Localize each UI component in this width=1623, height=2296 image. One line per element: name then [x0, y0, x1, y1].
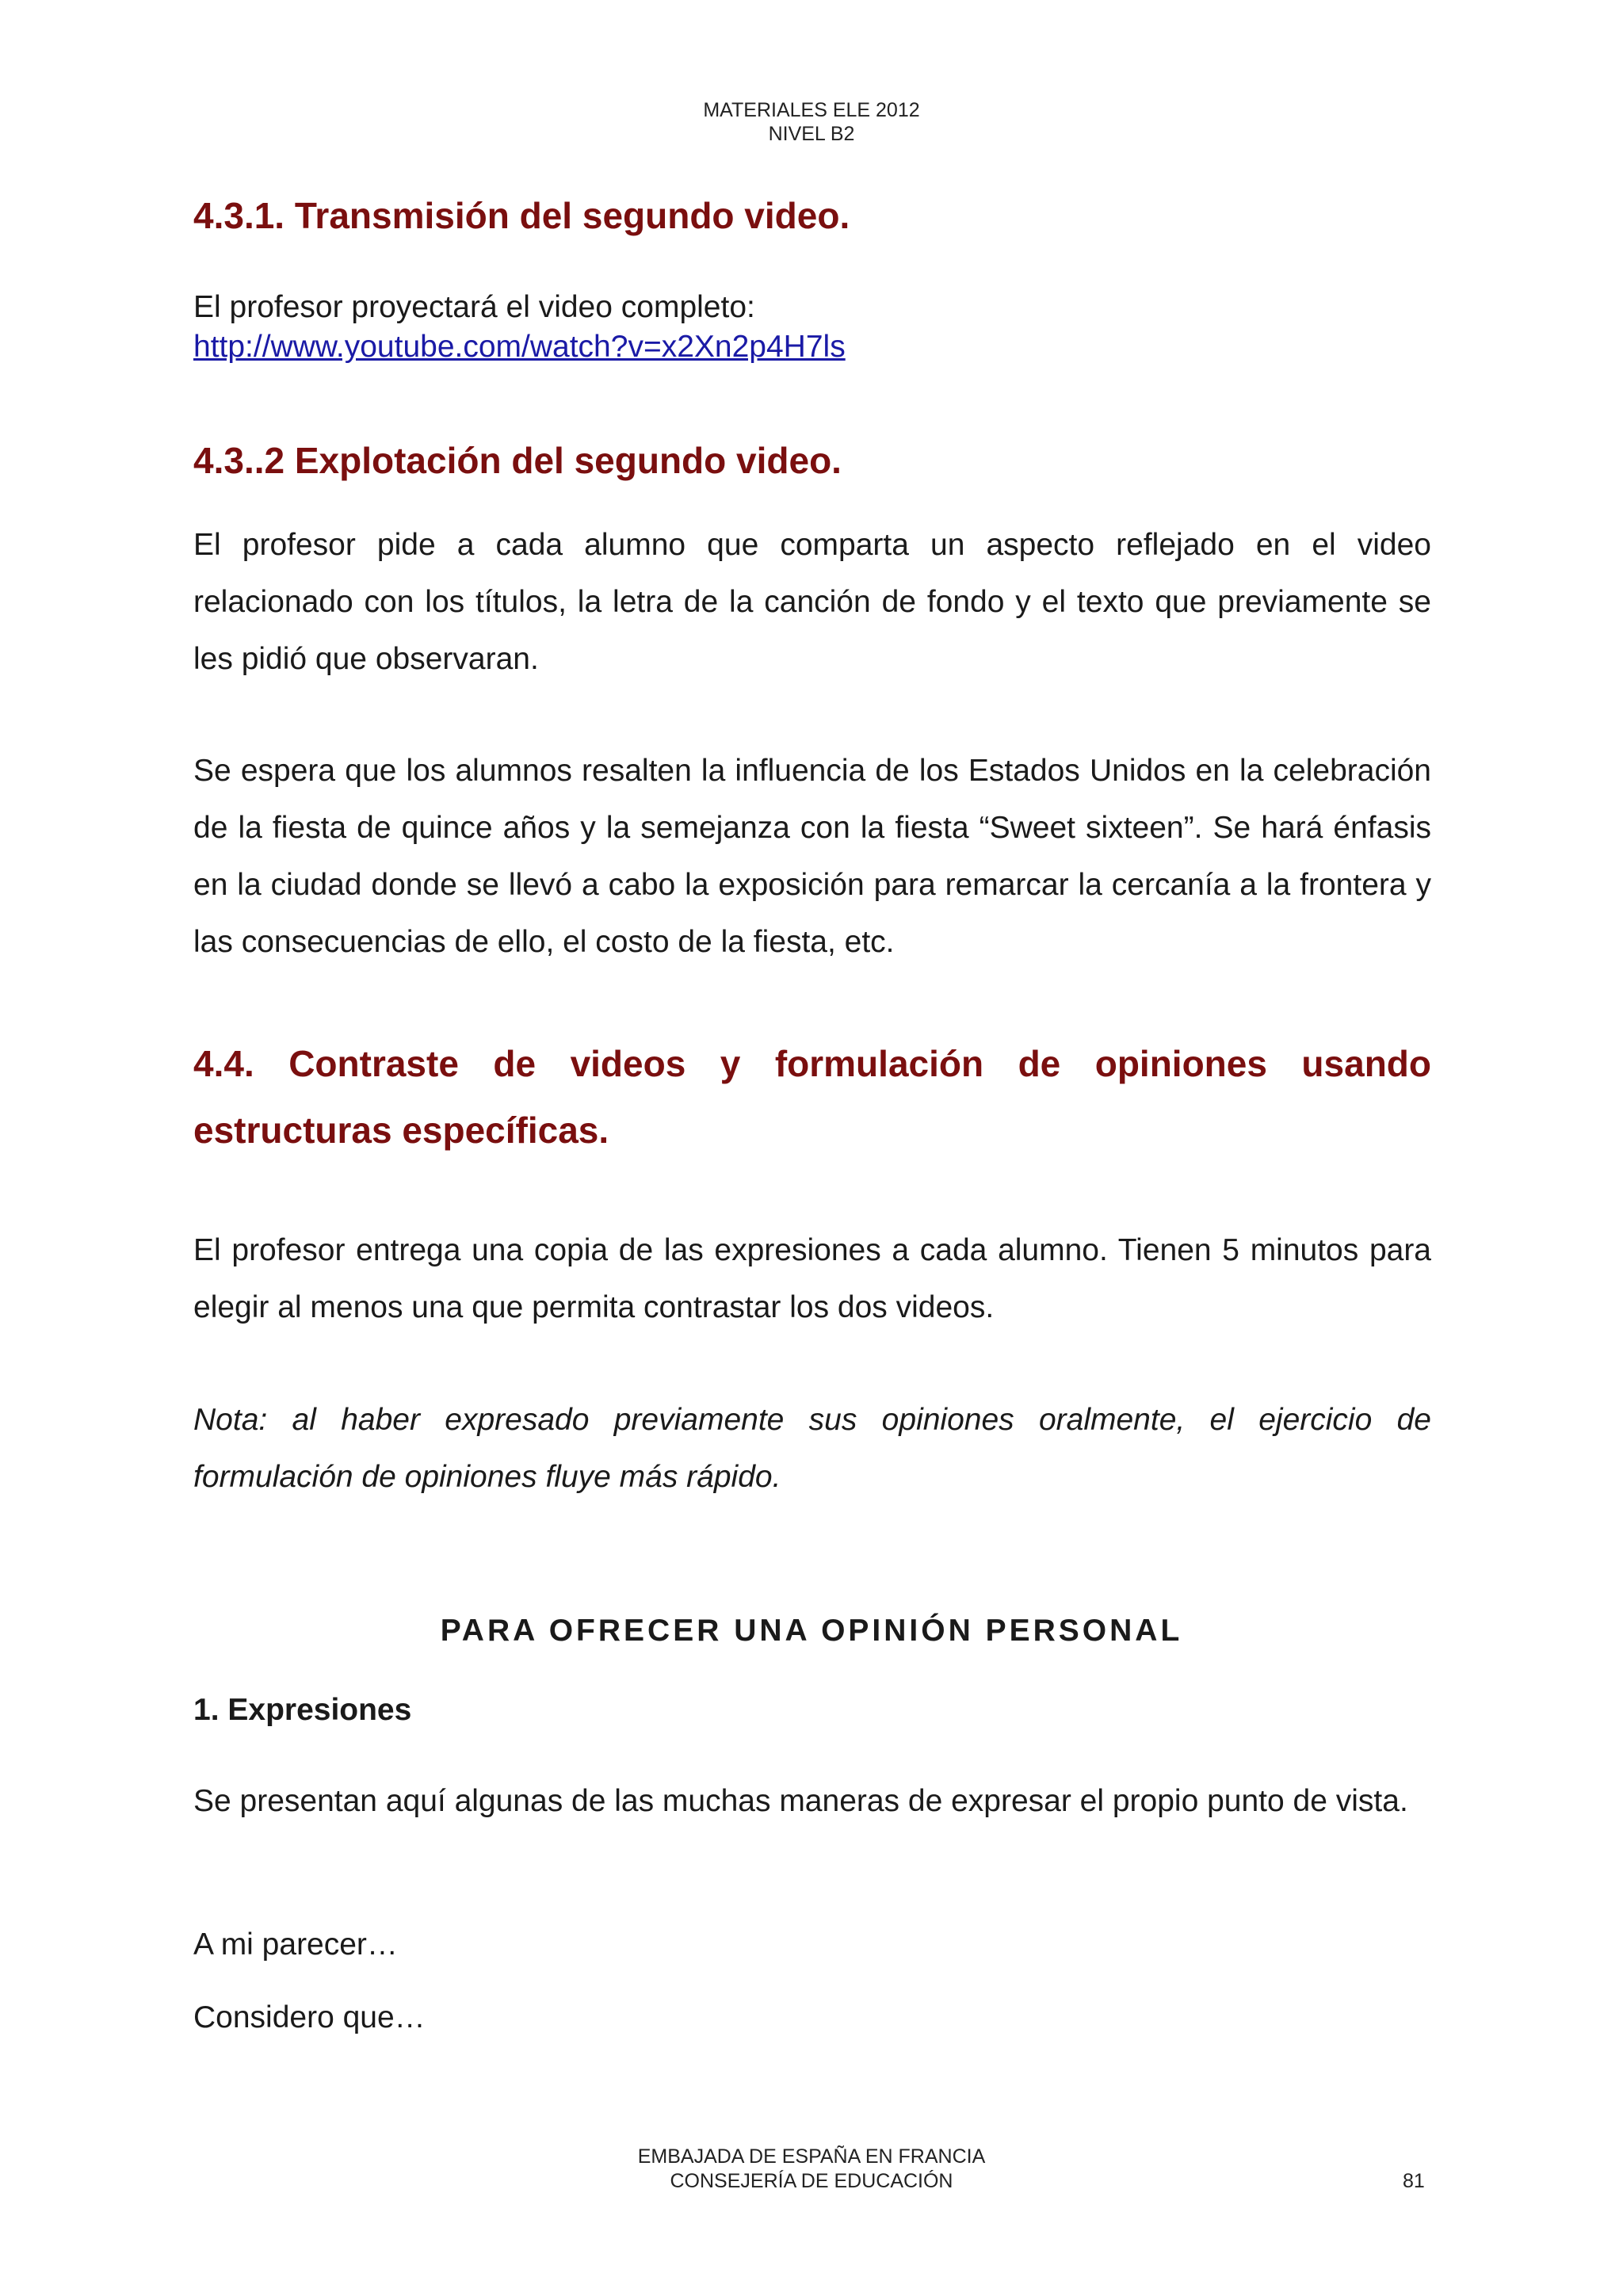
expression-list-2 [193, 1998, 1431, 2038]
page-header [0, 98, 1623, 146]
section-44-para-1: El profesor entrega una copia de las expresiones a cada alumno. Tienen 5 minutos para elegir al menos una que permita contrastar los dos videos. [193, 1233, 1431, 1324]
section-44-para-1-block [193, 1222, 1431, 1336]
section-432-para-1: El profesor pide a cada alumno que comparta un aspecto reflejado en el video relacionado con los títulos, la letra de la canción de fondo y el texto que previamente se les pidió que observaran. [193, 528, 1431, 676]
header-line-1: MATERIALES ELE 2012 [703, 99, 920, 121]
opinion-intro: Se presentan aquí algunas de las muchas maneras de expresar el propio punto de vista. [193, 1784, 1408, 1818]
section-432-para-2: Se espera que los alumnos resalten la influencia de los Estados Unidos en la celebración de la fiesta de quince años y la semejanza con la fiesta “Sweet sixteen”. Se hará énfasis en la ciudad donde se llevó a cabo la exposición para remarcar la cercanía a la frontera y las consecuencias de ello, el costo de la fiesta, etc. [193, 754, 1431, 959]
expression-item: A mi parecer… [193, 1927, 398, 1962]
opinion-intro-block [193, 1773, 1431, 1830]
page-number: 81 [1403, 2170, 1425, 2192]
section-432 [193, 438, 1431, 483]
section-432-title: 4.3..2 Explotación del segundo video. [193, 440, 842, 481]
section-431-intro: El profesor proyectará el video completo: [193, 290, 755, 324]
video-link[interactable]: http://www.youtube.com/watch?v=x2Xn2p4H7ls [193, 330, 846, 364]
header-line-2: NIVEL B2 [768, 123, 855, 145]
page-footer [0, 2145, 1623, 2194]
footer-line-1: EMBAJADA DE ESPAÑA EN FRANCIA [637, 2145, 986, 2168]
section-44-note-block [193, 1392, 1431, 1506]
expression-list [193, 1925, 1431, 1965]
expression-item: Considero que… [193, 2000, 426, 2034]
footer-line-2: CONSEJERÍA DE EDUCACIÓN [670, 2170, 953, 2192]
section-431-title: 4.3.1. Transmisión del segundo video. [193, 195, 850, 236]
opinion-subheading-block [193, 1690, 1431, 1730]
opinion-subheading: 1. Expresiones [193, 1693, 412, 1727]
section-44 [193, 1030, 1431, 1163]
section-432-para-1-block [193, 517, 1431, 688]
opinion-caps-title: PARA OFRECER UNA OPINIÓN PERSONAL [440, 1614, 1183, 1648]
section-44-title: 4.4. Contraste de videos y formulación de opiniones usando estructuras específicas. [193, 1043, 1431, 1151]
section-44-note: Nota: al haber expresado previamente sus opiniones oralmente, el ejercicio de formulación de opiniones fluye más rápido. [193, 1403, 1431, 1494]
section-431-body [193, 288, 1431, 367]
section-431 [193, 193, 1431, 238]
section-432-para-2-block [193, 743, 1431, 971]
